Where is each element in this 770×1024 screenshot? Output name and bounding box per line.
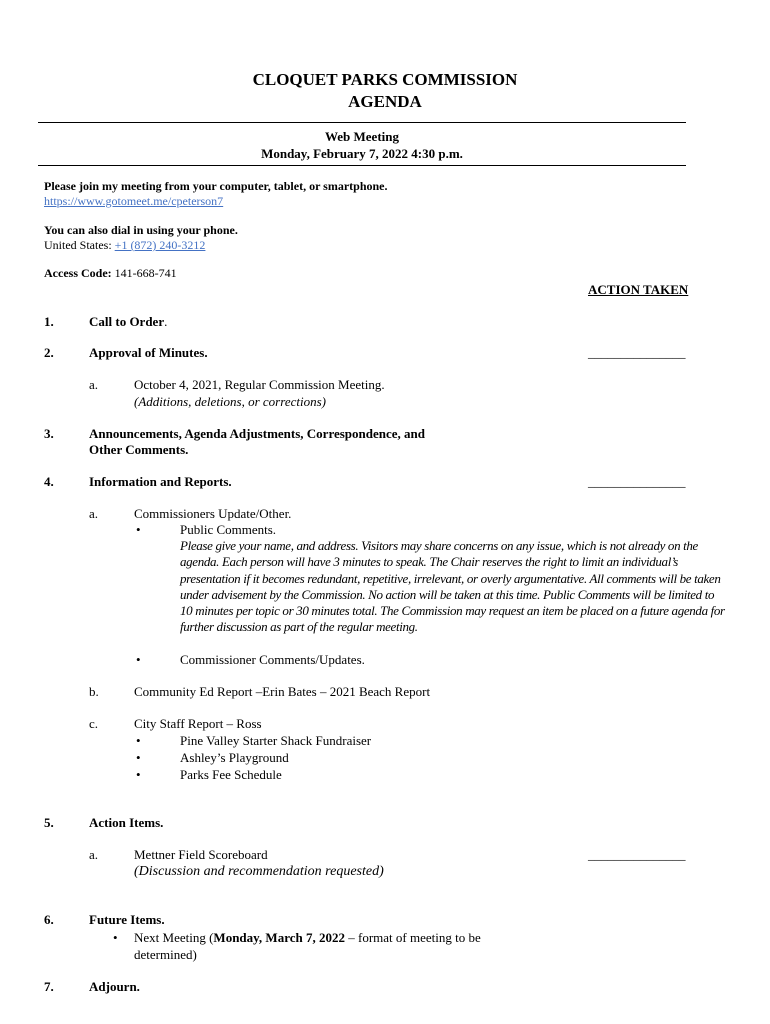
item-3-number: 3. [44,426,54,441]
item-6-bullet-text-line2: determined) [134,947,197,962]
item-4b-letter: b. [89,684,99,699]
item-6-bullet-text [134,930,481,946]
meeting-url-link[interactable]: https://www.gotomeet.me/cpeterson7 [44,194,224,208]
item-2a-note: (Additions, deletions, or corrections) [134,394,326,409]
item-4a-bullet2-mark: • [136,652,141,667]
item-5a-letter: a. [89,847,99,862]
page-subtitle: AGENDA [348,92,422,111]
item-2a-letter: a. [89,377,99,392]
item-4c-bullet2-text: Ashley’s Playground [180,750,289,765]
item-4a-letter: a. [89,506,99,521]
item-2-title: Approval of Minutes. [89,345,208,360]
item-4c-letter: c. [89,716,99,731]
header-rule-bottom [38,165,686,166]
next-meeting-suffix: – format of meeting to be [345,930,481,945]
item-7-number: 7. [44,979,54,994]
dial-prefix: United States: [44,238,112,252]
item-5-action-blank: _______________ [588,847,686,862]
item-3-title-line1: Announcements, Agenda Adjustments, Correspondence, and [89,426,425,441]
item-4c-bullet2-mark: • [136,750,141,765]
page-title: CLOQUET PARKS COMMISSION [252,70,518,89]
access-code-value: 141-668-741 [114,266,177,280]
access-code-line [44,266,177,281]
item-3-title-line2: Other Comments. [89,442,189,457]
item-7-title: Adjourn. [89,979,140,994]
item-4c-bullet3-text: Parks Fee Schedule [180,767,282,782]
item-2-number: 2. [44,345,54,360]
item-5a-text: Mettner Field Scoreboard [134,847,268,862]
join-instructions: Please join my meeting from your computer, tablet, or smartphone. [44,179,388,193]
item-1-title [89,314,167,330]
meeting-date: Monday, February 7, 2022 4:30 p.m. [261,146,463,161]
dial-label: You can also dial in using your phone. [44,223,238,237]
item-2-action-blank: _______________ [588,345,686,360]
item-4-number: 4. [44,474,54,489]
item-4a-bullet1-mark: • [136,522,141,537]
item-1-number: 1. [44,314,54,329]
item-4a-text: Commissioners Update/Other. [134,506,292,521]
next-meeting-prefix: Next Meeting ( [134,930,214,945]
item-4a-bullet1-text: Public Comments. [180,522,277,537]
public-comments-paragraph: Please give your name, and address. Visitors may share concerns on any issue, which is not already on the agenda. Each person will have 3 minutes to speak. The Chair reserves the right to limit an individual’s presentation if it becomes redundant, repetitive, irrelevant, or overly argumentative. All comments will be taken under advisement by the Commission. No action will be taken at this time. Public Comments will be limited to 10 minutes per topic or 30 minutes total. The Commission may request an item be placed on a future agenda for further discussion as part of the regular meeting. [180,538,725,635]
item-4c-bullet1-mark: • [136,733,141,748]
item-4b-text: Community Ed Report –Erin Bates – 2021 Beach Report [134,684,431,699]
action-taken-header: ACTION TAKEN [588,282,689,297]
item-4c-bullet1-text: Pine Valley Starter Shack Fundraiser [180,733,372,748]
item-2a-text: October 4, 2021, Regular Commission Meeting. [134,377,385,392]
meeting-type: Web Meeting [324,129,399,144]
item-1-title-suffix: . [164,314,168,329]
dial-line [44,238,205,253]
item-5-title: Action Items. [89,815,164,830]
item-5-number: 5. [44,815,54,830]
item-4-action-blank: _______________ [588,474,686,489]
item-4c-text: City Staff Report – Ross [134,716,262,731]
item-5a-note: (Discussion and recommendation requested) [134,864,384,879]
item-6-title: Future Items. [89,912,165,927]
item-1-title-text: Call to Order [89,314,165,329]
header-rule-top [38,122,686,123]
access-code-label: Access Code: [44,266,112,280]
item-4-title: Information and Reports. [89,474,232,489]
item-6-number: 6. [44,912,54,927]
item-4a-bullet2-text: Commissioner Comments/Updates. [180,652,365,667]
next-meeting-date: Monday, March 7, 2022 [213,930,345,945]
item-6-bullet-mark: • [113,930,118,945]
item-4c-bullet3-mark: • [136,767,141,782]
phone-link[interactable]: +1 (872) 240-3212 [114,238,206,252]
